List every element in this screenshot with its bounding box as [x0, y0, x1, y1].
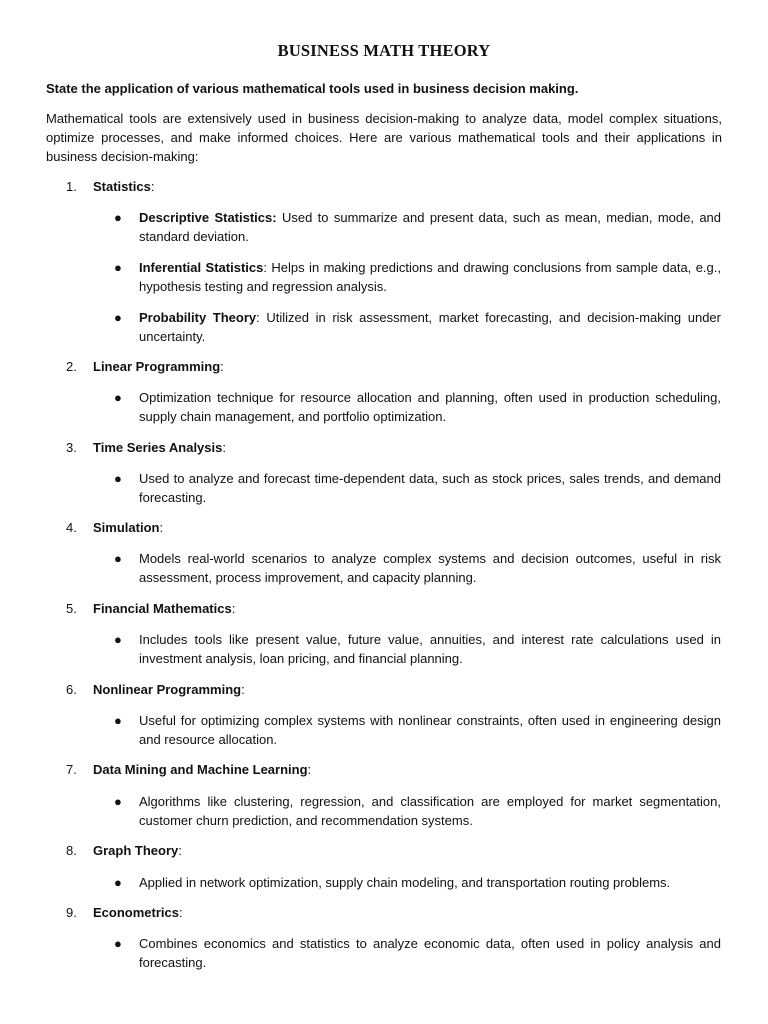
item-number: 1. [66, 179, 77, 194]
bullet-text: Optimization technique for resource allocation and planning, often used in production scheduling, supply chain management, and portfolio optimization. [139, 390, 721, 424]
bullet-text: Includes tools like present value, future value, annuities, and interest rate calculations used in investment analysis, loan pricing, and financial planning. [139, 632, 721, 666]
bullet-dot-icon: ● [114, 310, 122, 325]
item-number: 5. [66, 601, 77, 616]
item-number: 9. [66, 905, 77, 920]
bullet-dot-icon: ● [114, 936, 122, 951]
bullet-text: Probability Theory: Utilized in risk assessment, market forecasting, and decision-making under uncertainty. [139, 310, 721, 344]
item-heading: Data Mining and Machine Learning: [93, 762, 312, 777]
item-number: 8. [66, 843, 77, 858]
item-number: 7. [66, 762, 77, 777]
item-heading: Simulation: [93, 520, 164, 535]
bullet-dot-icon: ● [114, 794, 122, 809]
intro-paragraph: Mathematical tools are extensively used in business decision-making to analyze data, model complex situations, optimize processes, and make informed choices. Here are various mathematical tools and their applications in business decision-making: [46, 111, 722, 164]
item-number: 3. [66, 440, 77, 455]
item-number: 4. [66, 520, 77, 535]
bullet-dot-icon: ● [114, 210, 122, 225]
bullet-text: Algorithms like clustering, regression, and classification are employed for market segmentation, customer churn prediction, and recommendation systems. [139, 794, 721, 828]
item-heading: Graph Theory: [93, 843, 182, 858]
bullet-dot-icon: ● [114, 551, 122, 566]
bullet-text: Applied in network optimization, supply chain modeling, and transportation routing problems. [139, 875, 671, 890]
bullet-dot-icon: ● [114, 260, 122, 275]
item-heading: Financial Mathematics: [93, 601, 236, 616]
bullet-text: Used to analyze and forecast time-dependent data, such as stock prices, sales trends, and demand forecasting. [139, 471, 721, 505]
bullet-dot-icon: ● [114, 713, 122, 728]
item-number: 2. [66, 359, 77, 374]
bullet-text: Combines economics and statistics to analyze economic data, often used in policy analysis and forecasting. [139, 936, 721, 970]
question-heading: State the application of various mathematical tools used in business decision making. [46, 81, 579, 96]
bullet-dot-icon: ● [114, 390, 122, 405]
item-number: 6. [66, 682, 77, 697]
page-title: BUSINESS MATH THEORY [277, 41, 491, 60]
bullet-dot-icon: ● [114, 875, 122, 890]
item-heading: Time Series Analysis: [93, 440, 226, 455]
item-heading: Statistics: [93, 179, 155, 194]
item-heading: Nonlinear Programming: [93, 682, 245, 697]
bullet-text: Descriptive Statistics: Used to summarize and present data, such as mean, median, mode, and standard deviation. [139, 210, 722, 244]
bullet-text: Inferential Statistics: Helps in making predictions and drawing conclusions from sample data, e.g., hypothesis testing and regression analysis. [139, 260, 721, 294]
item-heading: Linear Programming: [93, 359, 224, 374]
item-heading: Econometrics: [93, 905, 183, 920]
bullet-dot-icon: ● [114, 471, 122, 486]
bullet-text: Models real-world scenarios to analyze complex systems and decision outcomes, useful in risk assessment, process improvement, and capacity planning. [139, 551, 721, 585]
bullet-dot-icon: ● [114, 632, 122, 647]
bullet-text: Useful for optimizing complex systems with nonlinear constraints, often used in engineering design and resource allocation. [139, 713, 721, 747]
